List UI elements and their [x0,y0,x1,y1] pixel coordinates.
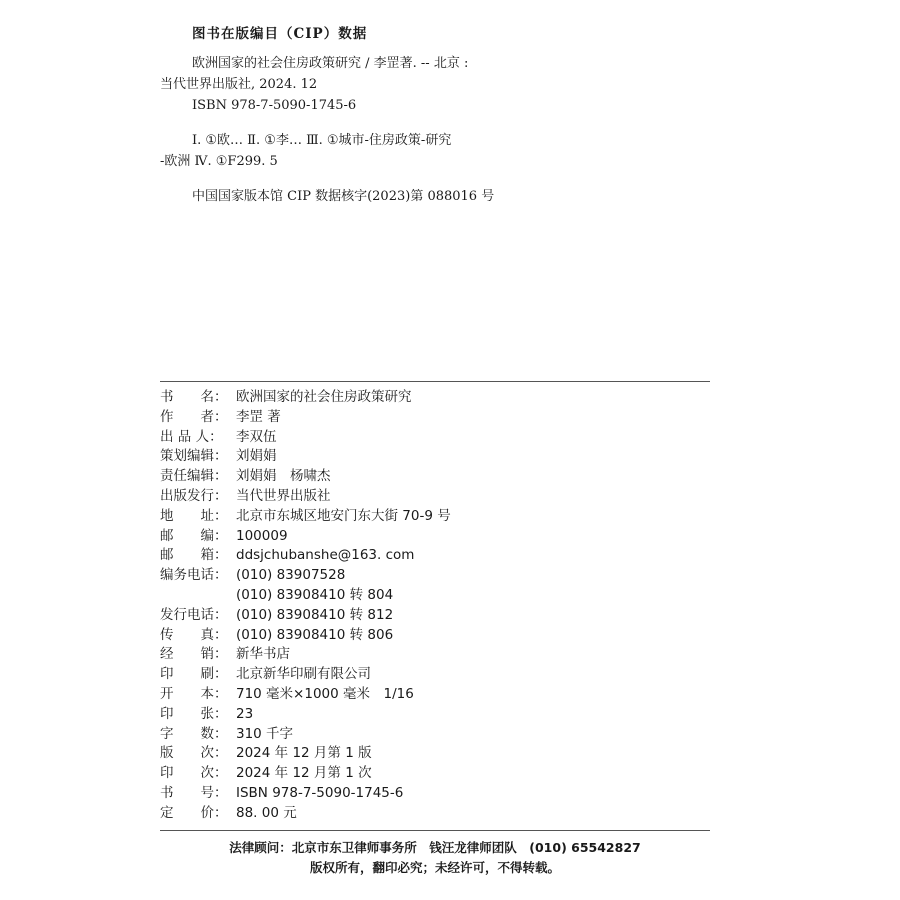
info-label: 经 销： [160,646,228,663]
info-row [160,685,451,705]
cip-line-1: 欧洲国家的社会住房政策研究 / 李罡著. -- 北京 : [192,56,469,71]
cip-line-record-number: 中国国家版本馆 CIP 数据核字(2023)第 088016 号 [192,189,495,204]
info-row [160,527,451,547]
info-row [160,388,451,408]
info-label: 出 品 人： [160,428,223,445]
info-value: (010) 83907528 [236,567,346,584]
info-label: 开 本： [160,685,228,702]
info-value: (010) 83908410 转 804 [236,586,394,603]
info-label: 书 号： [160,784,228,801]
info-label: 邮 编： [160,527,228,544]
info-row [160,744,451,764]
info-row [160,566,451,586]
info-label: 书 名： [160,389,228,405]
info-label: 印 刷： [160,666,228,683]
info-row [160,725,451,745]
info-label: 地 址： [160,507,228,524]
top-divider [160,381,710,382]
info-row [160,546,451,566]
info-value: 刘娟娟 杨啸杰 [236,468,331,485]
cip-title: 图书在版编目（CIP）数据 [192,26,368,42]
info-label: 印 张： [160,705,228,722]
info-value: 李双伍 [236,428,277,445]
legal-counsel-line: 法律顾问：北京市东卫律师事务所 钱汪龙律师团队 (010) 65542827 [229,840,641,855]
info-label: 策划编辑： [160,448,228,465]
info-value: 李罡 著 [236,408,281,425]
info-label: 发行电话： [160,606,228,623]
info-row [160,428,451,448]
cip-line-2: 当代世界出版社, 2024. 12 [160,77,318,92]
info-label: 邮 箱： [160,547,228,564]
info-value: 88. 00 元 [236,804,297,821]
info-row [160,408,451,428]
cip-block [160,24,720,207]
info-label [160,586,234,606]
info-label: 责任编辑： [160,468,228,485]
info-value: 2024 年 12 月第 1 次 [236,765,372,782]
copyright-notice: 版权所有，翻印必究；未经许可，不得转载。 [309,860,560,875]
info-row [160,586,451,606]
info-value: ISBN 978-7-5090-1745-6 [236,784,404,801]
cip-line-isbn: ISBN 978-7-5090-1745-6 [192,98,357,113]
info-row [160,705,451,725]
info-value: (010) 83908410 转 806 [236,626,394,643]
info-value: 310 千字 [236,725,294,742]
info-label: 字 数： [160,725,228,742]
info-label: 定 价： [160,804,228,821]
info-row [160,626,451,646]
info-value: 2024 年 12 月第 1 版 [236,745,372,762]
publication-info-list [160,388,451,824]
info-value: 新华书店 [236,646,290,663]
info-value: 欧洲国家的社会住房政策研究 [236,389,412,405]
info-label: 版 次： [160,745,228,762]
info-label: 印 次： [160,765,228,782]
info-row [160,645,451,665]
info-row [160,764,451,784]
info-value: 100009 [236,527,288,544]
info-value: 710 毫米×1000 毫米 1/16 [236,685,414,702]
info-value: 当代世界出版社 [236,487,331,504]
info-row [160,784,451,804]
info-row [160,487,451,507]
info-row [160,467,451,487]
cip-line-classification-cont: -欧洲 Ⅳ. ①F299. 5 [160,154,278,169]
info-row [160,804,451,824]
info-label: 作 者： [160,408,228,425]
info-value: 23 [236,705,254,722]
info-value: (010) 83908410 转 812 [236,606,394,623]
bottom-divider [160,830,710,831]
info-label: 出版发行： [160,487,228,504]
info-row [160,665,451,685]
info-row [160,447,451,467]
info-label: 传 真： [160,626,228,643]
info-value: 北京市东城区地安门东大街 70-9 号 [236,507,451,524]
info-label: 编务电话： [160,567,228,584]
info-row [160,507,451,527]
info-row [160,606,451,626]
info-value: ddsjchubanshe@163. com [236,547,415,564]
info-value: 北京新华印刷有限公司 [236,666,371,683]
info-value: 刘娟娟 [236,448,277,465]
cip-line-classification: Ⅰ. ①欧… Ⅱ. ①李… Ⅲ. ①城市-住房政策-研究 [192,133,452,148]
